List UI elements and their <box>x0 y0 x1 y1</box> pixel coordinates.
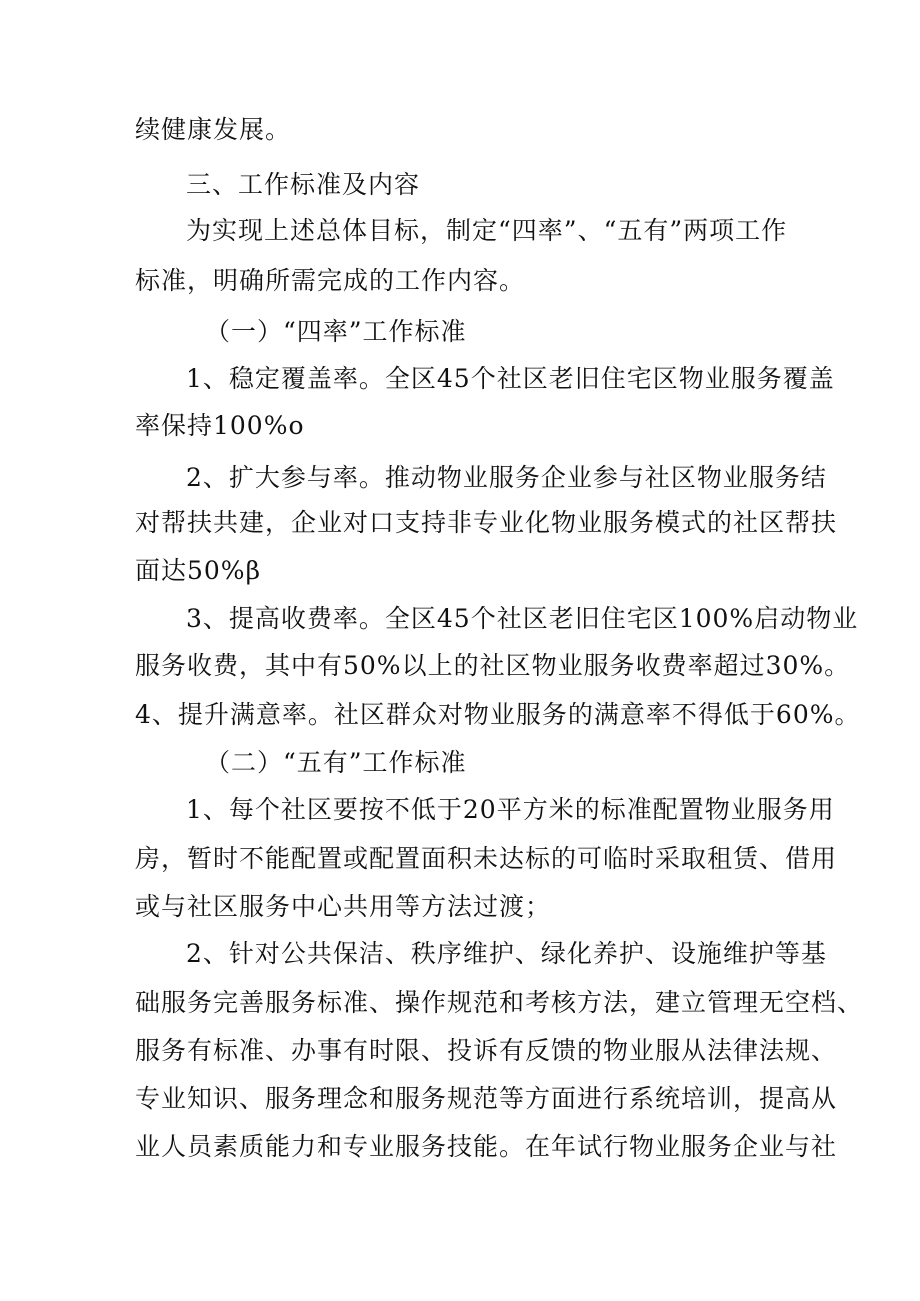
text-line-22: 业人员素质能力和专业服务技能。在年试行物业服务企业与社 <box>135 1132 838 1161</box>
subsection-heading-1: （一）“四率”工作标准 <box>205 317 467 346</box>
text-line-1: 续健康发展。 <box>135 115 292 144</box>
text-line-16: 房，暂时不能配置或配置面积未达标的可临时采取租赁、借用 <box>135 844 838 873</box>
text-line-17: 或与社区服务中心共用等方法过渡； <box>135 892 552 921</box>
text-line-21: 专业知识、服务理念和服务规范等方面进行系统培训，提高从 <box>135 1084 838 1113</box>
subsection-heading-2: （二）“五有”工作标准 <box>205 748 467 777</box>
text-line-7: 率保持100%o <box>135 411 305 440</box>
text-line-6: 1、稳定覆盖率。全区45个社区老旧住宅区物业服务覆盖 <box>186 364 835 393</box>
text-line-10: 面达50%β <box>135 556 262 585</box>
text-line-15: 1、每个社区要按不低于20平方米的标准配置物业服务用 <box>186 795 835 824</box>
section-heading-3: 三、工作标准及内容 <box>186 170 421 199</box>
text-line-18: 2、针对公共保洁、秩序维护、绿化养护、设施维护等基 <box>186 939 827 968</box>
text-line-13: 4、提升满意率。社区群众对物业服务的满意率不得低于60%。 <box>135 700 861 729</box>
text-line-20: 服务有标准、办事有时限、投诉有反馈的物业服从法律法规、 <box>135 1036 838 1065</box>
text-line-4: 标准，明确所需完成的工作内容。 <box>135 266 526 295</box>
text-line-8: 2、扩大参与率。推动物业服务企业参与社区物业服务结 <box>186 463 827 492</box>
text-line-19: 础服务完善服务标准、操作规范和考核方法，建立管理无空档、 <box>135 988 864 1017</box>
text-line-12: 服务收费，其中有50%以上的社区物业服务收费率超过30%。 <box>135 651 851 680</box>
text-line-3: 为实现上述总体目标，制定“四率”、“五有”两项工作 <box>186 216 788 245</box>
text-line-9: 对帮扶共建，企业对口支持非专业化物业服务模式的社区帮扶 <box>135 508 838 537</box>
text-line-11: 3、提高收费率。全区45个社区老旧住宅区100%启动物业 <box>186 604 859 633</box>
